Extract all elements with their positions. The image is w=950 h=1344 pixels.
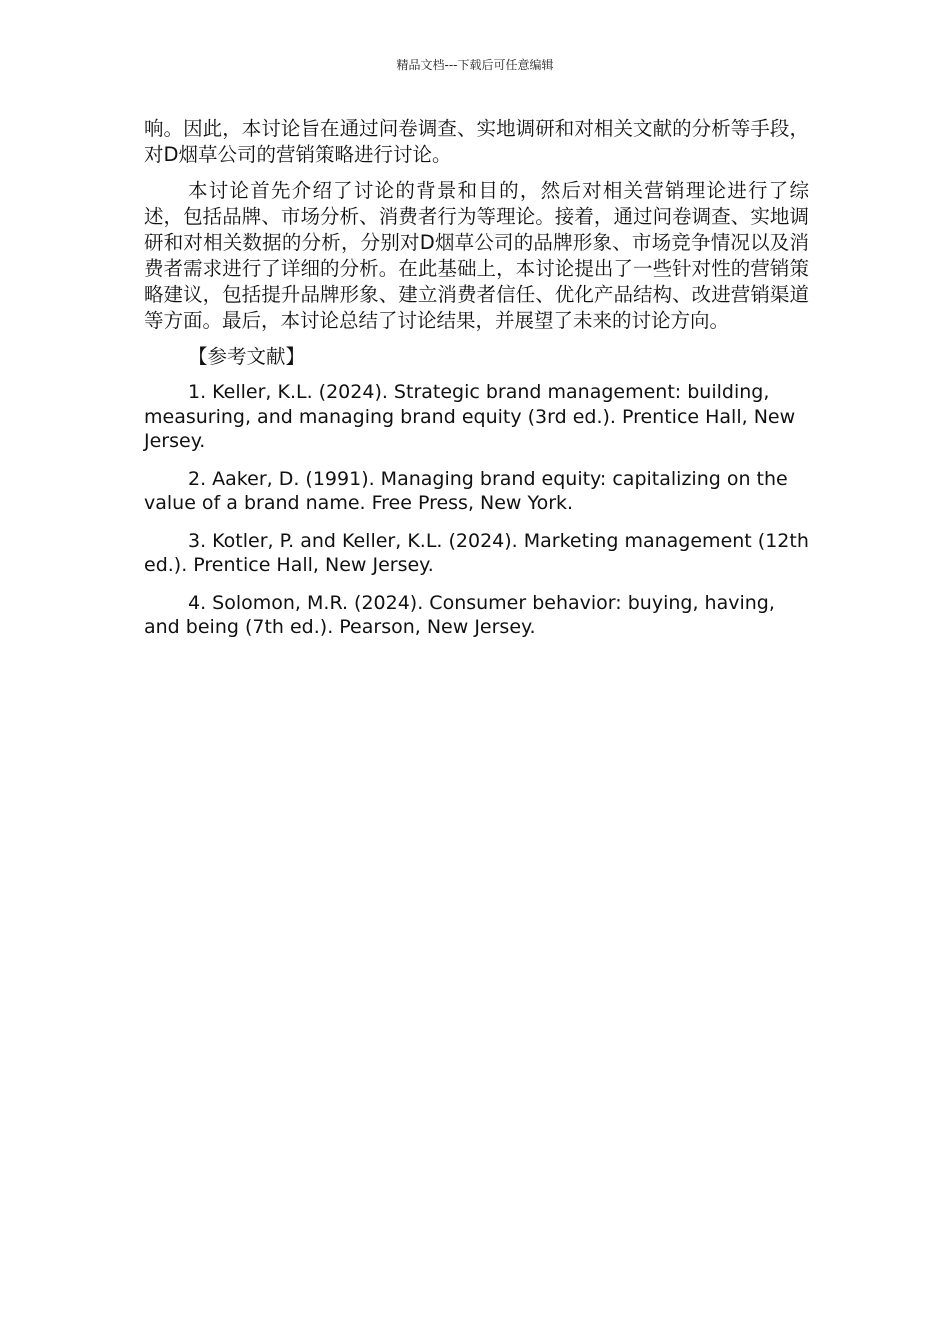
document-body — [144, 116, 809, 653]
reference-item: 4. Solomon, M.R. (2024). Consumer behavior: buying, having, and being (7th ed.). Pearson, New Jersey. — [144, 591, 775, 638]
reference-item: 2. Aaker, D. (1991). Managing brand equity: capitalizing on the value of a brand name. Free Press, New York. — [144, 467, 788, 514]
reference-item: 1. Keller, K.L. (2024). Strategic brand management: building, measuring, and managing brand equity (3rd ed.). Prentice Hall, New Jersey. — [144, 381, 796, 452]
references-list — [144, 380, 809, 640]
paragraph-summary: 本讨论首先介绍了讨论的背景和目的，然后对相关营销理论进行了综述，包括品牌、市场分析、消费者行为等理论。接着，通过问卷调查、实地调研和对相关数据的分析，分别对D烟草公司的品牌形象、市场竞争情况以及消费者需求进行了详细的分析。在此基础上，本讨论提出了一些针对性的营销策略建议，包括提升品牌形象、建立消费者信任、优化产品结构、改进营销渠道等方面。最后，本讨论总结了讨论结果，并展望了未来的讨论方向。 — [144, 179, 809, 332]
page-header: 精品文档---下载后可任意编辑 — [396, 58, 554, 72]
paragraph-continuation: 响。因此，本讨论旨在通过问卷调查、实地调研和对相关文献的分析等手段，对D烟草公司的营销策略进行讨论。 — [144, 117, 809, 166]
reference-item: 3. Kotler, P. and Keller, K.L. (2024). Marketing management (12th ed.). Prentice Hall, New Jersey. — [144, 529, 809, 576]
references-heading: 【参考文献】 — [188, 345, 306, 368]
